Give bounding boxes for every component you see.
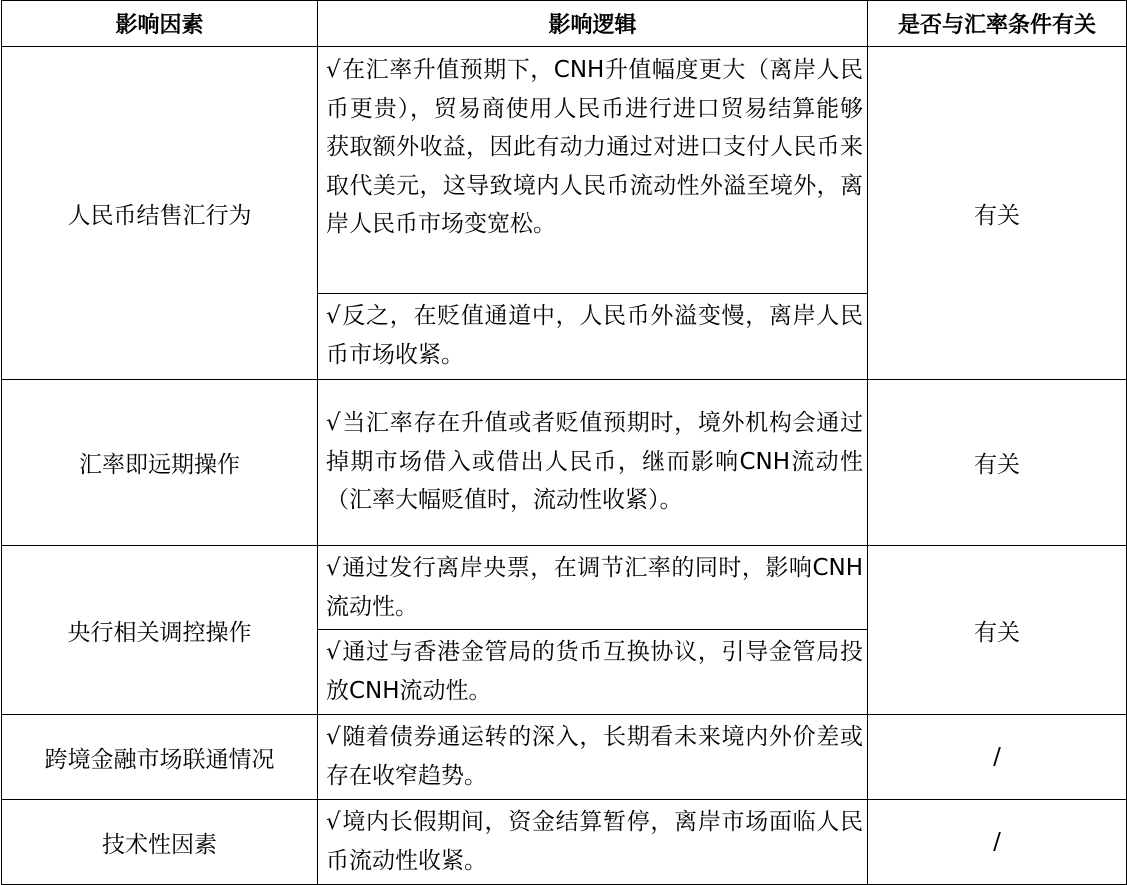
logic-text: 通过与香港金管局的货币互换协议，引导金管局投放CNH流动性。 <box>326 639 863 704</box>
logic-text: 在汇率升值预期下，CNH升值幅度更大（离岸人民币更贵），贸易商使用人民币进行进口贸易结算能够获取额外收益，因此有动力通过对进口支付人民币来取代美元，这导致境内人民币流动性外溢至境外，离岸人民币市场变宽松。 <box>326 57 863 237</box>
related-cell: 有关 <box>868 47 1127 380</box>
factor-cell: 汇率即远期操作 <box>2 380 318 546</box>
related-cell: 有关 <box>868 546 1127 715</box>
logic-cell <box>318 800 868 885</box>
factor-table <box>1 0 1127 885</box>
table-row <box>2 546 1127 715</box>
factor-cell: 人民币结售汇行为 <box>2 47 318 380</box>
header-factor: 影响因素 <box>2 1 318 47</box>
header-row <box>2 1 1127 47</box>
related-cell: / <box>868 715 1127 800</box>
logic-cell <box>318 47 868 380</box>
logic-item <box>318 293 867 378</box>
check-mark-icon: √ <box>326 809 341 835</box>
factor-cell: 技术性因素 <box>2 800 318 885</box>
table-header <box>2 1 1127 47</box>
check-mark-icon: √ <box>326 410 341 437</box>
logic-item <box>318 629 867 714</box>
table-body <box>2 47 1127 885</box>
table-row <box>2 380 1127 546</box>
logic-item <box>318 48 867 293</box>
check-mark-icon: √ <box>326 303 341 329</box>
logic-cell <box>318 715 868 800</box>
check-mark-icon: √ <box>326 639 341 665</box>
logic-cell <box>318 380 868 546</box>
logic-text: 反之，在贬值通道中，人民币外溢变慢，离岸人民币市场收紧。 <box>326 303 863 368</box>
logic-text: 境内长假期间，资金结算暂停，离岸市场面临人民币流动性收紧。 <box>326 809 863 874</box>
table-row <box>2 800 1127 885</box>
logic-cell <box>318 546 868 715</box>
header-logic: 影响逻辑 <box>318 1 868 47</box>
check-mark-icon: √ <box>326 57 341 83</box>
related-cell: / <box>868 800 1127 885</box>
table-row <box>2 715 1127 800</box>
logic-text: 当汇率存在升值或者贬值预期时，境外机构会通过掉期市场借入或借出人民币，继而影响CNH流动性（汇率大幅贬值时，流动性收紧）。 <box>326 410 863 514</box>
factor-cell: 央行相关调控操作 <box>2 546 318 715</box>
related-cell: 有关 <box>868 380 1127 546</box>
table-row <box>2 47 1127 380</box>
check-mark-icon: √ <box>326 724 341 750</box>
logic-item <box>318 546 867 629</box>
logic-item <box>318 401 867 524</box>
header-related: 是否与汇率条件有关 <box>868 1 1127 47</box>
logic-item <box>318 800 867 884</box>
factor-cell: 跨境金融市场联通情况 <box>2 715 318 800</box>
check-mark-icon: √ <box>326 555 341 581</box>
logic-text: 通过发行离岸央票，在调节汇率的同时，影响CNH流动性。 <box>326 555 863 620</box>
logic-text: 随着债券通运转的深入，长期看未来境内外价差或存在收窄趋势。 <box>326 724 863 789</box>
logic-item <box>318 715 867 799</box>
